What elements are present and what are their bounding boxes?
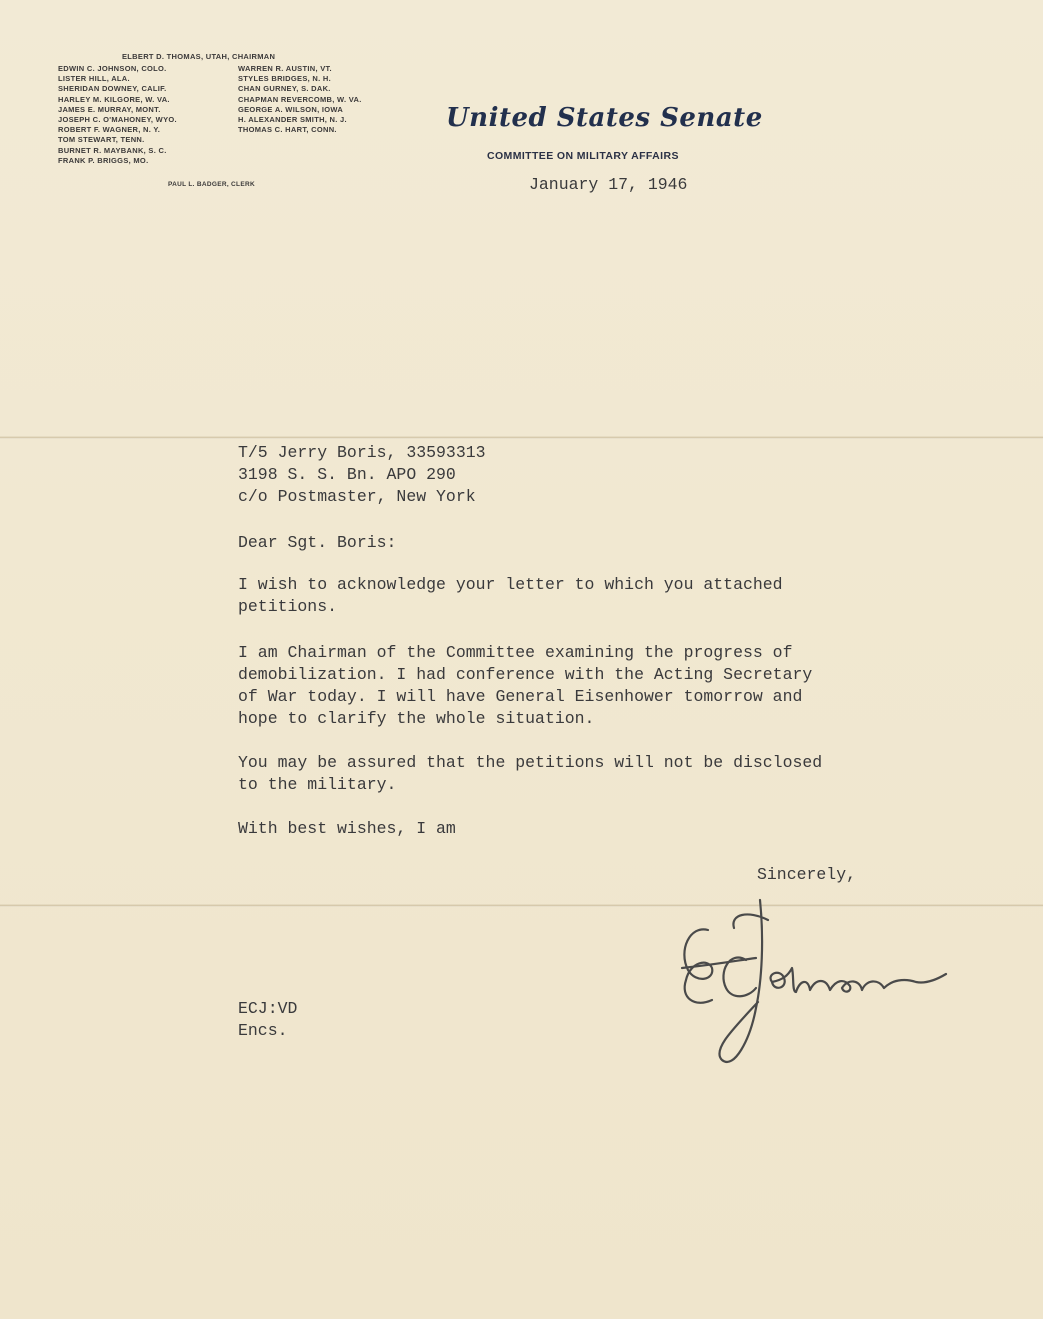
member-name: WARREN R. AUSTIN, VT. <box>238 64 332 73</box>
member-name: STYLES BRIDGES, N. H. <box>238 74 331 84</box>
member-name: JAMES E. MURRAY, MONT. <box>58 104 161 114</box>
text-line: You may be assured that the petitions will not be disclosed <box>238 753 823 772</box>
text-line: I am Chairman of the Committee examining the progress of <box>238 643 793 662</box>
paper-fold-upper <box>0 436 1043 439</box>
member-name: GEORGE A. WILSON, IOWA <box>238 104 344 114</box>
member-name: CHAN GURNEY, S. DAK. <box>238 84 331 94</box>
address-line: c/o Postmaster, New York <box>238 487 476 506</box>
text-line: I wish to acknowledge your letter to which you attached <box>238 575 783 594</box>
member-name: HARLEY M. KILGORE, W. VA. <box>58 94 170 104</box>
member-name: H. ALEXANDER SMITH, N. J. <box>238 115 347 125</box>
text-line: of War today. I will have General Eisenhower tomorrow and <box>238 687 803 706</box>
text-line: hope to clarify the whole situation. <box>238 709 595 728</box>
member-name: TOM STEWART, TENN. <box>58 135 145 145</box>
member-name: BURNET R. MAYBANK, S. C. <box>58 145 167 155</box>
enclosures-note: Encs. <box>238 1021 288 1040</box>
member-name: CHAPMAN REVERCOMB, W. VA. <box>238 94 362 104</box>
text-line: petitions. <box>238 597 338 616</box>
letterhead-members-left <box>58 64 177 166</box>
paragraph-demobilization <box>238 642 812 730</box>
address-line: T/5 Jerry Boris, 33593313 <box>238 443 486 462</box>
member-name: LISTER HILL, ALA. <box>58 74 130 84</box>
typist-initials-block <box>238 998 297 1042</box>
text-line: demobilization. I had conference with the Acting Secretary <box>238 665 813 684</box>
letterhead-members-right <box>238 64 362 135</box>
letter-date: January 17, 1946 <box>529 175 688 194</box>
member-name: ROBERT F. WAGNER, N. Y. <box>58 125 161 135</box>
sign-off: Sincerely, <box>757 865 857 884</box>
closing-line: With best wishes, I am <box>238 819 456 838</box>
paragraph-acknowledgement <box>238 574 783 618</box>
address-line: 3198 S. S. Bn. APO 290 <box>238 465 456 484</box>
member-name: SHERIDAN DOWNEY, CALIF. <box>58 84 167 94</box>
paragraph-assurance <box>238 752 822 796</box>
initials: ECJ:VD <box>238 999 298 1018</box>
handwritten-signature <box>660 880 960 1090</box>
letterhead-committee: COMMITTEE ON MILITARY AFFAIRS <box>487 150 679 162</box>
member-name: FRANK P. BRIGGS, MO. <box>58 155 149 165</box>
salutation: Dear Sgt. Boris: <box>238 533 397 552</box>
letterhead-title: United States Senate <box>446 103 763 133</box>
recipient-address <box>238 442 486 508</box>
text-line: to the military. <box>238 775 397 794</box>
member-name: EDWIN C. JOHNSON, COLO. <box>58 64 167 73</box>
letterhead-clerk: PAUL L. BADGER, CLERK <box>168 181 255 188</box>
member-name: THOMAS C. HART, CONN. <box>238 125 337 135</box>
member-name: JOSEPH C. O'MAHONEY, WYO. <box>58 115 177 125</box>
letterhead-chairman: ELBERT D. THOMAS, UTAH, CHAIRMAN <box>122 52 276 61</box>
